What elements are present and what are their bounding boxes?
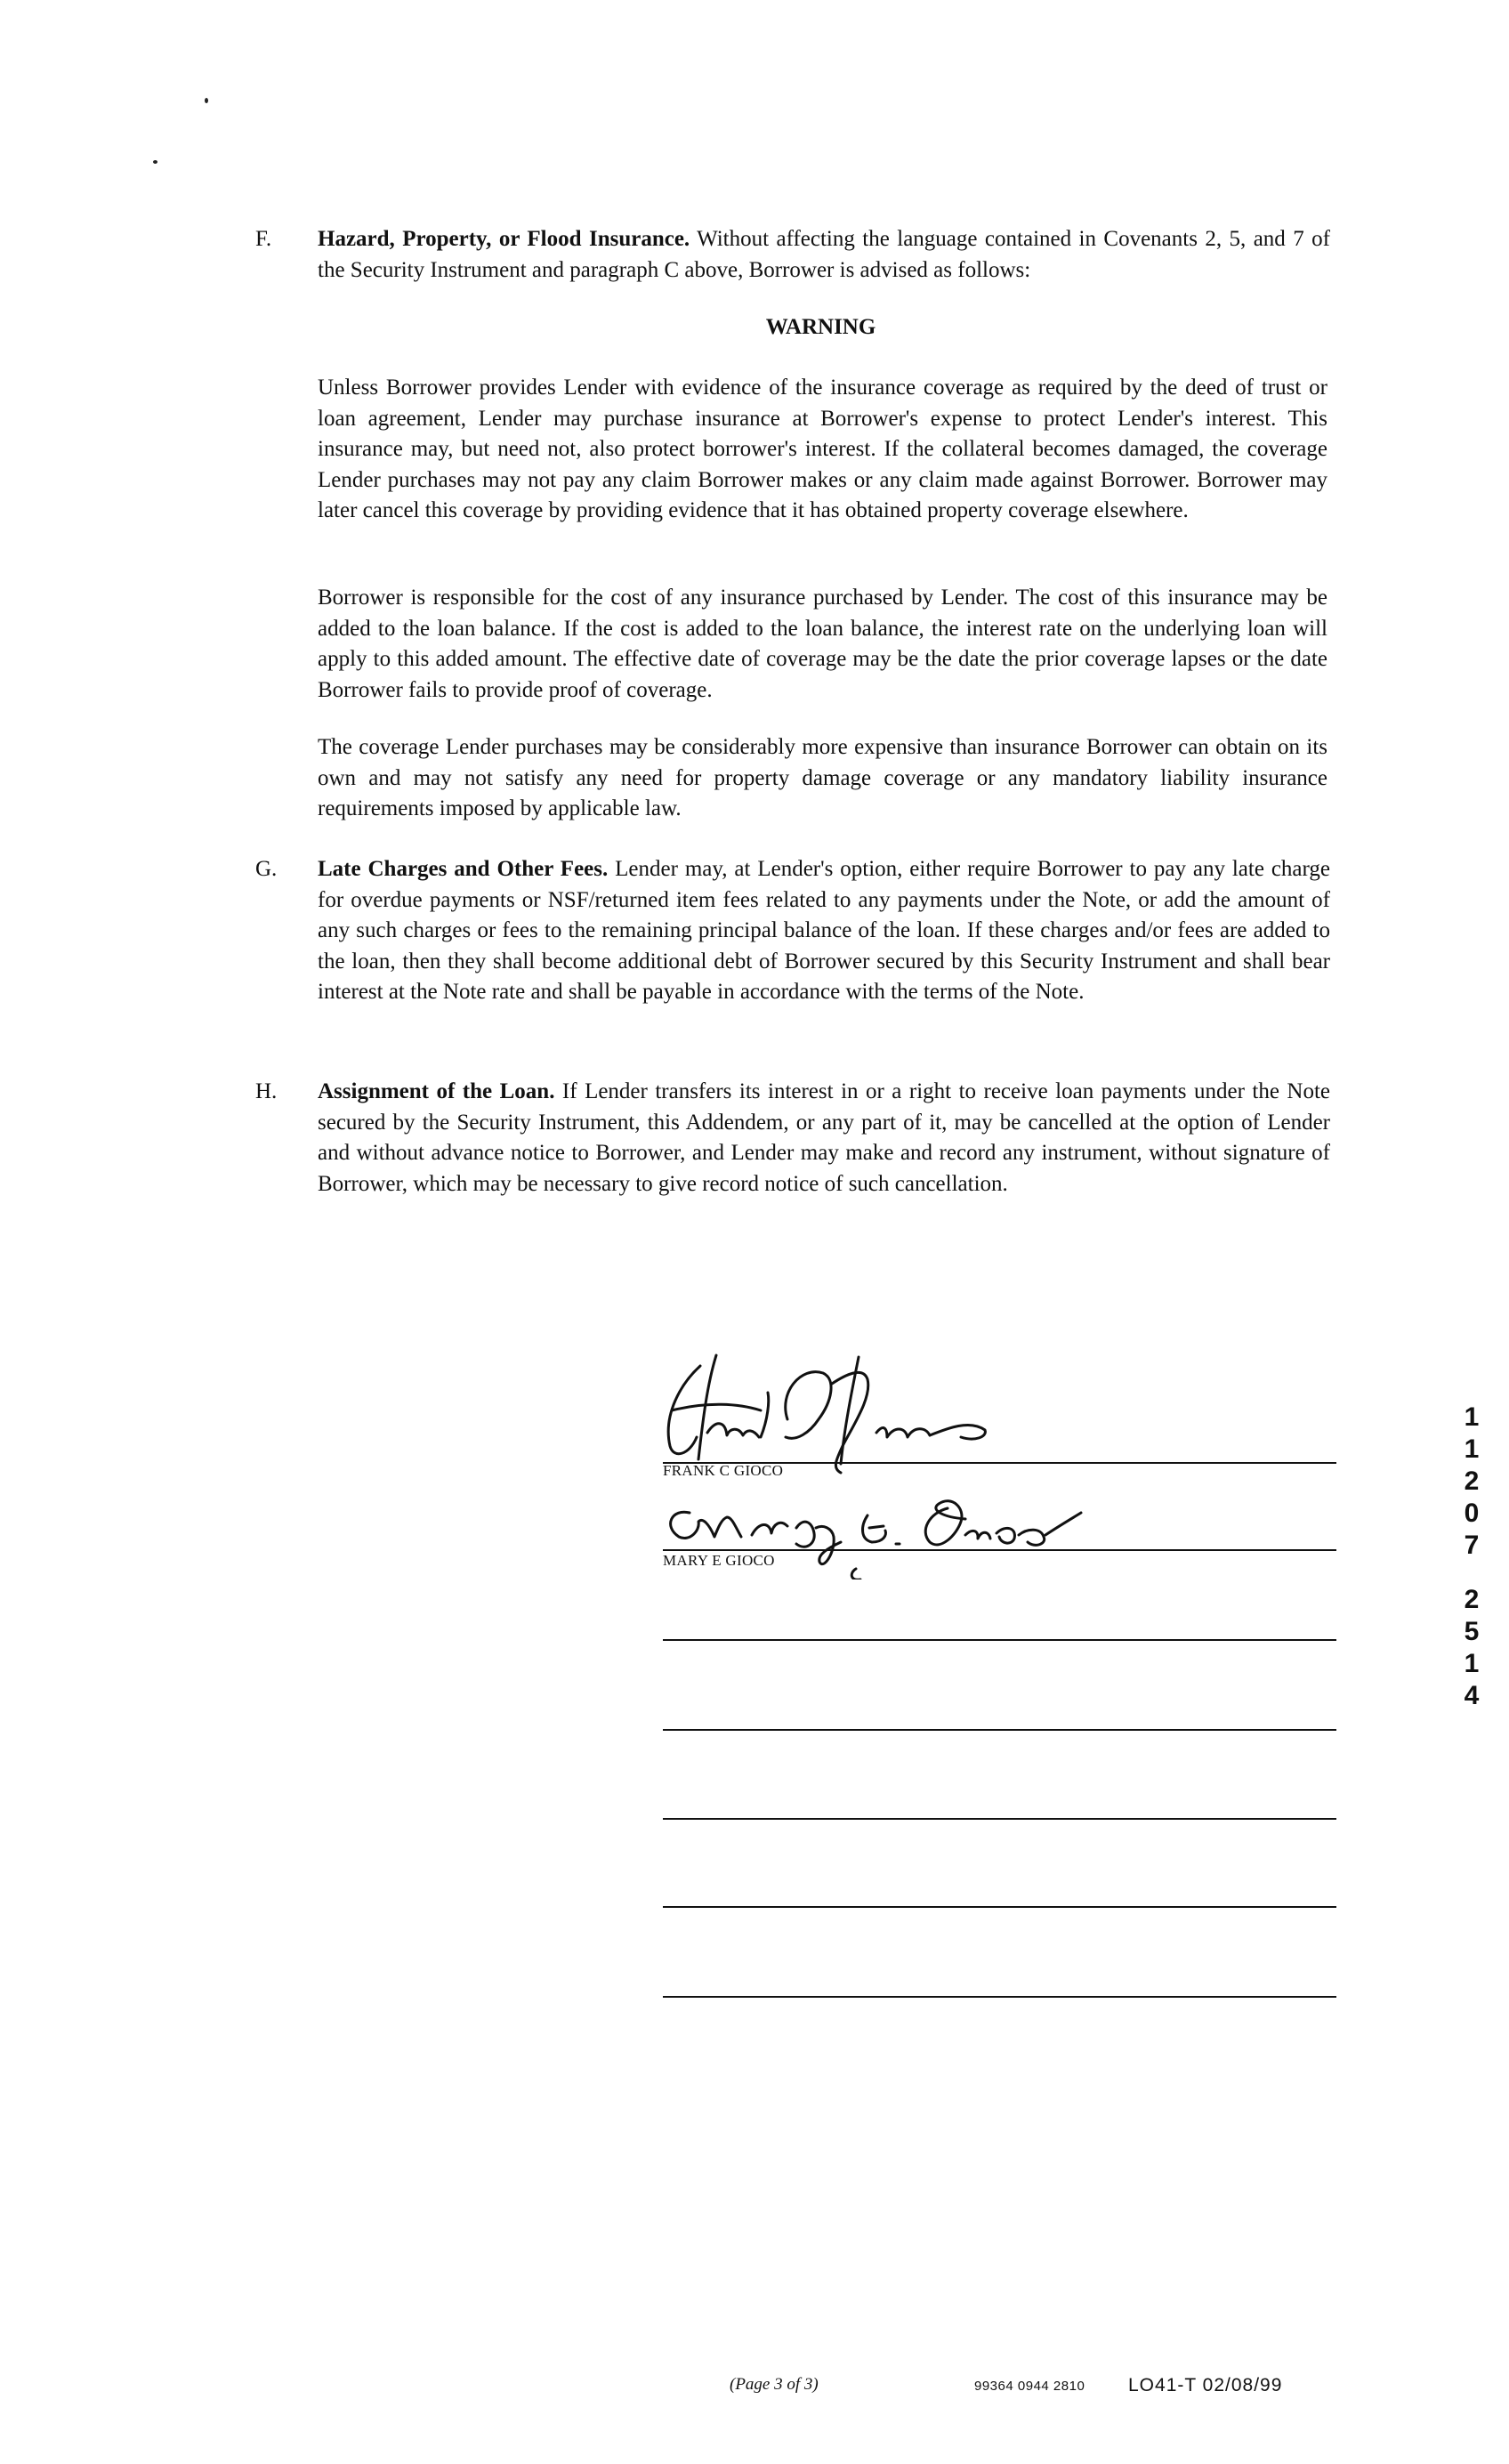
section-h-body: If Lender transfers its interest in or a right to receive loan payments under the Note secured by the Security Instrument, this Addendem, or any part of it, may be cancelled at the option of Lender and without advance notice to Borrower, and Lender may make and record any instrument, without signature of Borrower, which may be necessary to give record notice of such cancellation. [318, 1079, 1330, 1196]
signer-name-2: MARY E GIOCO [663, 1552, 775, 1569]
section-f [255, 224, 1330, 286]
warning-title: WARNING [765, 315, 876, 339]
recording-stamp-bottom [1456, 1584, 1488, 1712]
form-code: LO41-T 02/08/99 [1128, 2375, 1283, 2395]
stamp-digit: 5 [1464, 1617, 1480, 1646]
document-number: 99364 0944 2810 [974, 2379, 1085, 2394]
stamp-digit: 0 [1464, 1499, 1480, 1528]
recording-stamp-top [1456, 1402, 1488, 1562]
section-h-heading: Assignment of the Loan. [318, 1079, 555, 1103]
signature-line-2 [663, 1549, 1336, 1551]
section-h [255, 1077, 1330, 1200]
stamp-digit: 1 [1464, 1402, 1480, 1432]
blank-signature-line-5 [663, 1818, 1336, 1820]
warning-paragraph-1: Unless Borrower provides Lender with evidence of the insurance coverage as required by the deed of trust or loan agreement, Lender may purchase insurance at Borrower's expense to protect Lender's interest. This insurance may, but need not, also protect borrower's interest. If the collateral becomes damaged, the coverage Lender purchases may not pay any claim Borrower makes or any claim made against Borrower. Borrower may later cancel this coverage by providing evidence that it has obtained property coverage elsewhere. [318, 376, 1327, 522]
section-f-letter: F. [255, 227, 272, 251]
section-g-heading: Late Charges and Other Fees. [318, 857, 609, 881]
page-number: (Page 3 of 3) [730, 2375, 819, 2394]
section-h-letter: H. [255, 1079, 278, 1103]
section-g-letter: G. [255, 857, 278, 881]
stamp-digit: 1 [1464, 1434, 1480, 1464]
section-g [255, 854, 1330, 1008]
warning-paragraph-3: The coverage Lender purchases may be considerably more expensive than insurance Borrower can obtain on its own and may not satisfy any need for property damage coverage or any mandatory liability insurance requirements imposed by applicable law. [318, 735, 1327, 820]
stamp-digit: 2 [1464, 1466, 1480, 1496]
blank-signature-line-4 [663, 1729, 1336, 1731]
warning-paragraph-2: Borrower is responsible for the cost of any insurance purchased by Lender. The cost of this insurance may be added to the loan balance. If the cost is added to the loan balance, the interest rate on the underlying loan will apply to this added amount. The effective date of coverage may be the date the prior coverage lapses or the date Borrower fails to provide proof of coverage. [318, 586, 1327, 702]
stamp-digit: 2 [1464, 1585, 1480, 1614]
stamp-digit: 7 [1464, 1531, 1480, 1560]
signer-name-1: FRANK C GIOCO [663, 1462, 784, 1479]
stamp-digit: 1 [1464, 1649, 1480, 1678]
stamp-digit: 4 [1464, 1681, 1480, 1710]
blank-signature-line-6 [663, 1906, 1336, 1908]
section-f-intro: Without affecting the language contained in Covenants 2, 5, and 7 of the Security Instrument and paragraph C above, Borrower is advised as follows: [318, 227, 1330, 282]
blank-signature-line-7 [663, 1996, 1336, 1998]
section-f-heading: Hazard, Property, or Flood Insurance. [318, 227, 690, 251]
blank-signature-line-3 [663, 1639, 1336, 1641]
section-g-body: Lender may, at Lender's option, either require Borrower to pay any late charge for overdue payments or NSF/returned item fees related to any payments under the Note, or add the amount of any such charges or fees to the remaining principal balance of the loan. If these charges and/or fees are added to the loan, then they shall become additional debt of Borrower secured by this Security Instrument and shall bear interest at the Note rate and shall be payable in accordance with the terms of the Note. [318, 857, 1330, 1004]
